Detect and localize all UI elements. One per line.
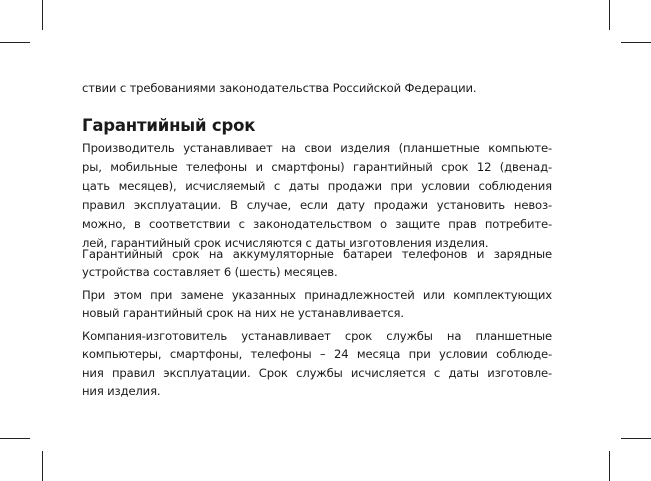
text-line: компьютеры, смартфоны, телефоны – 24 месяца при условии соблюде-	[82, 347, 552, 361]
crop-mark	[42, 451, 43, 481]
section-heading: Гарантийный срок	[82, 116, 256, 135]
text-line: Производитель устанавливает на свои изделия (планшетные компьюте-	[82, 141, 552, 155]
crop-mark	[42, 0, 43, 30]
text-line: Компания-изготовитель устанавливает срок службы на планшетные	[82, 329, 552, 343]
text-line: можно, в соответствии с законодательством о защите прав потребите-	[82, 217, 552, 231]
text-line: устройства составляет 6 (шесть) месяцев.	[82, 265, 338, 279]
crop-mark	[609, 451, 610, 481]
text-line: лей, гарантийный срок исчисляются с даты изготовления изделия.	[82, 236, 489, 250]
text-line: цать месяцев), исчисляемый с даты продажи при условии соблюдения	[82, 179, 552, 193]
text-line: ры, мобильные телефоны и смартфоны) гарантийный срок 12 (двенад-	[82, 160, 552, 174]
crop-mark	[621, 42, 651, 43]
crop-mark	[609, 0, 610, 30]
text-line: При этом при замене указанных принадлежностей или комплектующих	[82, 288, 552, 302]
crop-mark	[621, 438, 651, 439]
text-line: ния правил эксплуатации. Срок службы исчисляется с даты изготовле-	[82, 366, 552, 380]
text-line: новый гарантийный срок на них не устанавливается.	[82, 306, 404, 320]
text-line: ния изделия.	[82, 384, 161, 398]
intro-line: ствии с требованиями законодательства Российской Федерации.	[82, 81, 477, 95]
text-line: правил эксплуатации. В случае, если дату продажи установить невоз-	[82, 198, 552, 212]
crop-mark	[0, 438, 30, 439]
crop-mark	[0, 42, 30, 43]
text-line: Гарантийный срок на аккумуляторные батареи телефонов и зарядные	[82, 247, 552, 261]
